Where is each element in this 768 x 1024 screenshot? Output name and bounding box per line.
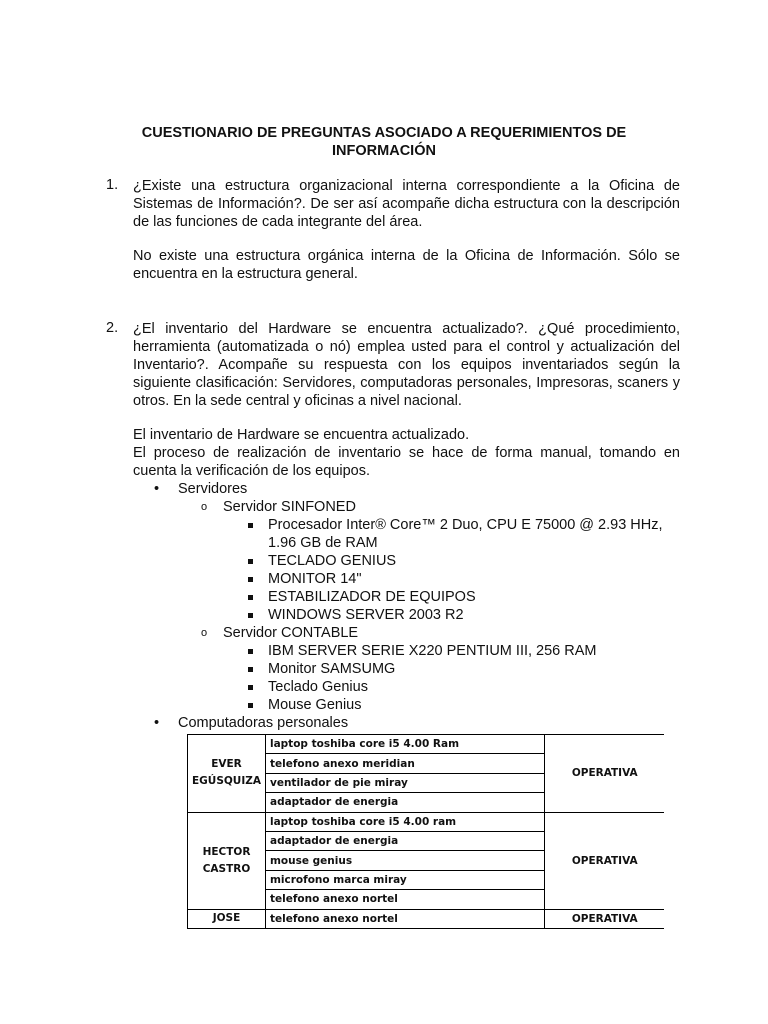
list-item: [178, 714, 680, 732]
question-text: ¿El inventario del Hardware se encuentra actualizado?. ¿Qué procedimiento, herramienta (automatizada o nó) emplea usted para el control y actualización del Inventario?. Acompañe su respuesta con los equipos inventariados según la siguiente clasificación: Servidores, computadoras personales, Impresoras, scaners y otros. En la sede central y oficinas a nivel nacional.: [133, 321, 680, 409]
spec-item: ESTABILIZADOR DE EQUIPOS: [268, 588, 680, 606]
item-cell: adaptador de energia: [265, 831, 544, 850]
question-answer: No existe una estructura orgánica interna de la Oficina de Información. Sólo se encuentra en la estructura general.: [133, 248, 680, 282]
spec-item: TECLADO GENIUS: [268, 552, 680, 570]
person-cell: JOSE: [188, 909, 266, 928]
question-text: ¿Existe una estructura organizacional interna correspondiente a la Oficina de Sistemas de Información?. De ser así acompañe dicha estructura con la descripción de las funciones de cada integrante del área.: [133, 178, 680, 230]
question-number: 2.: [106, 320, 119, 336]
person-cell: EVER EGÚSQUIZA: [188, 735, 266, 813]
server-specs: [268, 642, 680, 714]
server-specs: [268, 516, 680, 624]
computadoras-label: Computadoras personales: [178, 715, 349, 731]
list-item: [223, 498, 680, 624]
item-cell: laptop toshiba core i5 4.00 ram: [265, 812, 544, 831]
table-row: [188, 735, 665, 754]
spec-item: Monitor SAMSUMG: [268, 660, 680, 678]
status-cell: OPERATIVA: [544, 909, 664, 928]
servidores-label: Servidores: [178, 481, 248, 497]
server-name: Servidor CONTABLE: [223, 625, 359, 641]
list-item: [178, 480, 680, 714]
servers-list: [223, 498, 680, 714]
question-2: [106, 320, 680, 732]
spec-item: WINDOWS SERVER 2003 R2: [268, 606, 680, 624]
inventory-table: [187, 734, 664, 929]
person-cell: HECTOR CASTRO: [188, 812, 266, 909]
spec-item: Procesador Inter® Core™ 2 Duo, CPU E 75000 @ 2.93 HHz, 1.96 GB de RAM: [268, 516, 680, 552]
question-1: [106, 177, 680, 283]
item-cell: adaptador de energia: [265, 793, 544, 812]
server-name: Servidor SINFONED: [223, 499, 356, 515]
item-cell: ventilador de pie miray: [265, 773, 544, 792]
table-row: [188, 909, 665, 928]
hardware-list: [178, 480, 680, 732]
answer-paragraph: El proceso de realización de inventario se hace de forma manual, tomando en cuenta la verificación de los equipos.: [133, 445, 680, 479]
status-cell: OPERATIVA: [544, 812, 664, 909]
item-cell: microfono marca miray: [265, 870, 544, 889]
spec-item: Teclado Genius: [268, 678, 680, 696]
spec-item: Mouse Genius: [268, 696, 680, 714]
answer-line: El inventario de Hardware se encuentra actualizado.: [133, 427, 470, 443]
spec-item: IBM SERVER SERIE X220 PENTIUM III, 256 RAM: [268, 642, 680, 660]
item-cell: mouse genius: [265, 851, 544, 870]
spec-item: MONITOR 14": [268, 570, 680, 588]
item-cell: telefono anexo nortel: [265, 890, 544, 909]
status-cell: OPERATIVA: [544, 735, 664, 813]
document-title: CUESTIONARIO DE PREGUNTAS ASOCIADO A REQUERIMIENTOS DE INFORMACIÓN: [141, 125, 627, 159]
question-number: 1.: [106, 177, 119, 193]
item-cell: laptop toshiba core i5 4.00 Ram: [265, 735, 544, 754]
item-cell: telefono anexo meridian: [265, 754, 544, 773]
item-cell: telefono anexo nortel: [265, 909, 544, 928]
list-item: [223, 624, 680, 714]
table-row: [188, 812, 665, 831]
